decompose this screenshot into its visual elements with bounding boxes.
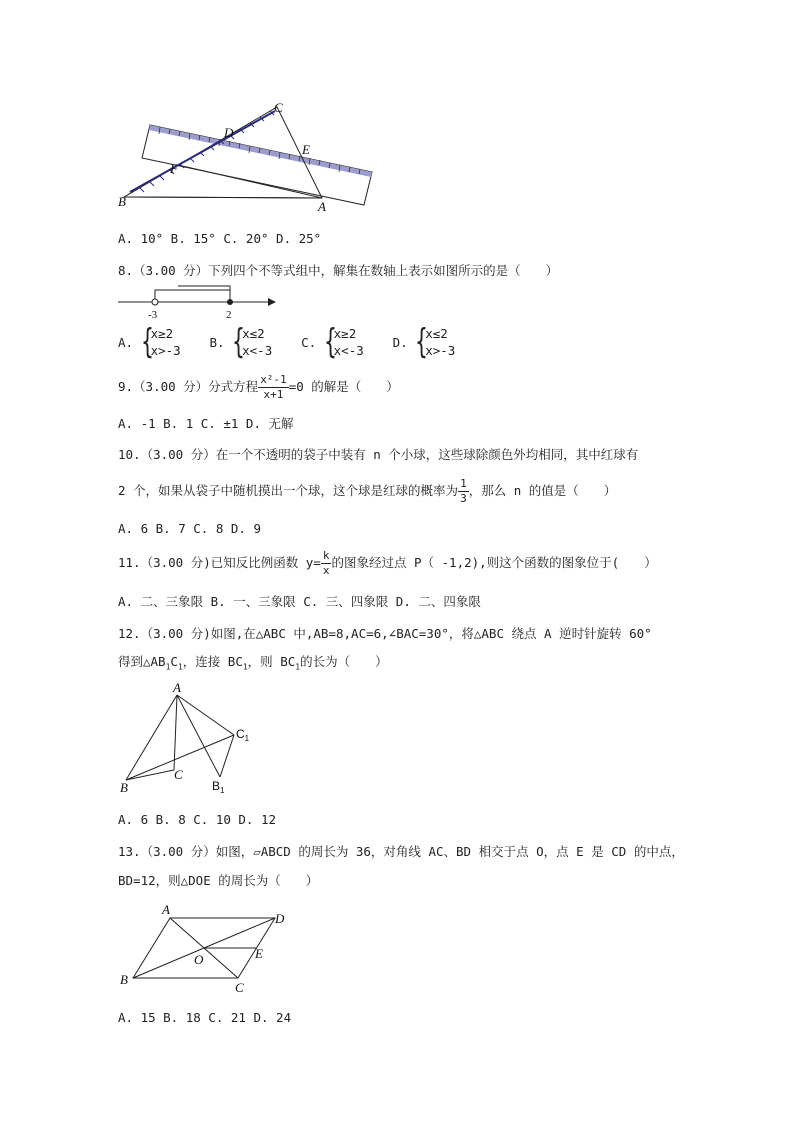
label-a: A	[318, 199, 326, 214]
label-c: C	[174, 767, 183, 782]
q9-options: A. -1 B. 1 C. ±1 D. 无解	[118, 416, 294, 431]
solution-bracket-right	[178, 286, 230, 302]
q7-options: A. 10° B. 15° C. 20° D. 25°	[118, 231, 322, 246]
q10-line2: 2 个，如果从袋子中随机摸出一个球，这个球是红球的概率为 $\frac{1}{3}$ ，那么 n 的值是（ ）	[118, 477, 617, 505]
q8-stem: 8.（3.00 分）下列四个不等式组中，解集在数轴上表示如图所示的是（ ）	[118, 263, 559, 278]
label-e: E	[302, 142, 310, 157]
q8-option-b: B. { x≤2 x<-3	[209, 322, 273, 362]
label-c1: $C_1$	[236, 727, 250, 743]
q10-options: A. 6 B. 7 C. 8 D. 9	[118, 521, 261, 536]
tick-label-left: -3	[148, 309, 158, 320]
q12-figure	[112, 680, 262, 800]
q13-options: A. 15 B. 18 C. 21 D. 24	[118, 1010, 292, 1025]
label-b: B	[118, 194, 126, 209]
q13-line1: 13.（3.00 分）如图，▱ABCD 的周长为 36，对角线 AC、BD 相交于点 O，点 E 是 CD 的中点，	[118, 844, 684, 859]
q7-figure	[110, 95, 390, 220]
q8-option-c: C. { x≥2 x<-3	[301, 322, 364, 362]
triangle-inner-edge	[124, 197, 322, 198]
q10-line1: 10.（3.00 分）在一个不透明的袋子中装有 n 个小球，这些球除颜色外均相同，其中红球有	[118, 447, 639, 462]
q11-fraction: $\frac{k}{x}$	[322, 549, 330, 577]
q10-fraction: $\frac{1}{3}$	[460, 477, 467, 505]
label-b: B	[120, 780, 128, 795]
q11-options: A. 二、三象限 B. 一、三象限 C. 三、四象限 D. 二、四象限	[118, 594, 481, 609]
label-o: O	[194, 952, 204, 967]
label-b: B	[120, 972, 128, 987]
q13-line2: BD=12，则△DOE 的周长为（ ）	[118, 873, 319, 888]
q12-line1: 12.（3.00 分)如图,在△ABC 中,AB=8,AC=6,∠BAC=30°，将△ABC 绕点 A 逆时针旋转 60°	[118, 626, 652, 641]
label-e: E	[255, 946, 263, 961]
q12-options: A. 6 B. 8 C. 10 D. 12	[118, 812, 277, 827]
label-a: A	[162, 902, 170, 917]
label-b1: $B_1$	[212, 779, 225, 795]
tick-label-right: 2	[226, 309, 232, 320]
q8-option-a: A. { x≥2 x>-3	[118, 322, 181, 362]
label-c: C	[274, 100, 283, 115]
q9-stem: 9.（3.00 分）分式方程 $\frac{\text{x²-1}}{x+1}$ =0 的解是（ ）	[118, 373, 399, 401]
axis-arrow	[268, 298, 276, 306]
open-point	[152, 299, 158, 305]
label-d: D	[275, 911, 285, 926]
q13-figure	[112, 900, 292, 995]
q9-fraction: $\frac{\text{x²-1}}{x+1}$	[260, 373, 287, 401]
label-c: C	[235, 980, 244, 995]
q8-option-d: D. { x≤2 x>-3	[392, 322, 456, 362]
label-d: D	[224, 125, 234, 140]
q8-options	[118, 322, 477, 362]
solution-bracket-left	[155, 290, 230, 302]
q11-stem: 11.（3.00 分)已知反比例函数 y= $\frac{k}{x}$ 的图象经过点 P（ -1,2),则这个函数的图象位于( ）	[118, 549, 657, 577]
q12-line2: 得到$\triangle AB_1C_1$，连接 $BC_1$，则 $BC_1$的长为（ ）	[118, 654, 388, 672]
closed-point	[227, 299, 233, 305]
q8-number-line	[118, 282, 278, 320]
label-a: A	[173, 680, 181, 695]
label-f: F	[170, 161, 178, 176]
